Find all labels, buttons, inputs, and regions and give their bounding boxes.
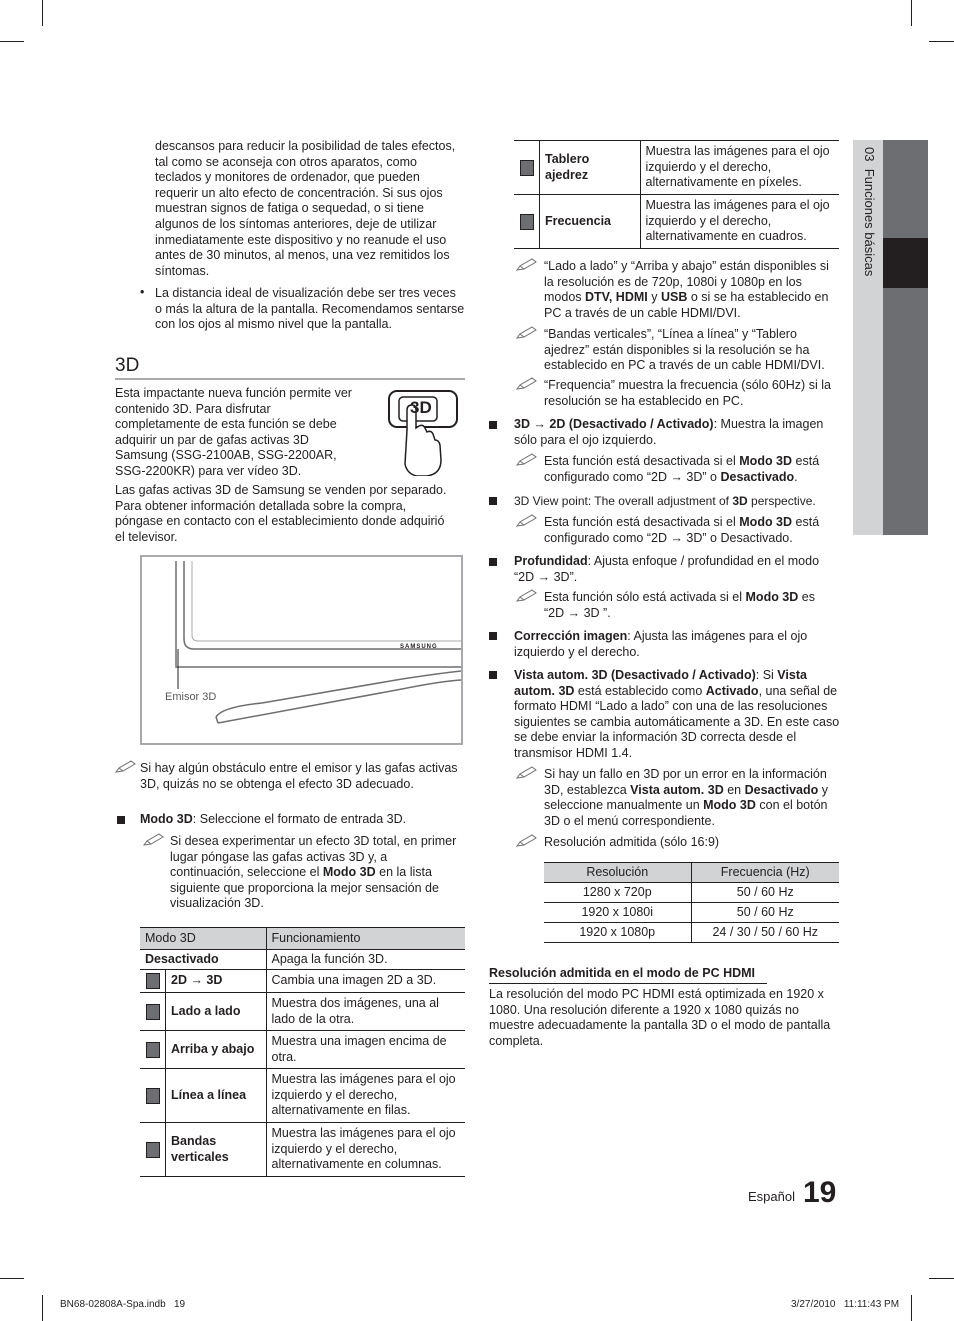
item-text: : Ajusta las imágenes para el ojo izquierdo y el derecho. [514,629,808,659]
modo3d-table-continued [514,140,839,249]
table-header-row [140,928,465,950]
mode-cell [140,970,266,993]
note-auto-fail [544,767,842,829]
item-text: perspective. [747,494,816,508]
mode-label: Arriba y abajo [171,1041,255,1056]
glasses-paragraph: Las gafas activas 3D de Samsung se venden por separado. Para obtener información detallada sobre la compra, póngase en contacto con el establecimiento donde adquirió el televisor. [115,483,447,544]
note-depth [544,590,824,621]
item-3d-to-2d [514,417,840,448]
mode-top-bottom-icon [146,1042,160,1058]
note-bold: Modo 3D [703,798,756,813]
table-cell: 1280 x 720p [544,883,691,903]
note-frequency: “Frequencia” muestra la frecuencia (sólo 60Hz) si la resolución se ha establecido en PC. [544,378,831,408]
mode-cell [140,1123,266,1177]
note-3d2d-off [544,454,840,485]
item-text: : Ajusta enfoque / profundidad en el modo “2D → 3D”. [514,554,820,584]
note-obstacle: Si hay algún obstáculo entre el emisor y las gafas activas 3D, quizás no se obtenga el efecto 3D adecuado. [140,761,458,791]
table-cell: 1920 x 1080i [544,903,691,923]
square-bullet [489,497,497,505]
table-row [140,970,465,993]
note-pencil-icon [516,589,538,603]
table-row [140,1031,465,1069]
table-cell: 50 / 60 Hz [691,883,839,903]
crop-mark [911,1295,912,1321]
chapter-tab-active [883,238,928,288]
pc-heading-rule [489,983,767,984]
note-pencil-icon [516,834,538,848]
note-text: Esta función sólo está activada si el [544,590,746,604]
crop-mark [42,1295,43,1321]
desc-cell: Muestra las imágenes para el ojo izquierdo y el derecho, alternativamente en píxeles. [640,141,839,195]
note-text: . [794,469,798,484]
table-row [514,141,839,195]
note-pencil-icon [143,833,165,847]
desc-cell: Cambia una imagen 2D a 3D. [266,970,465,993]
square-bullet [489,421,497,429]
square-bullet [117,816,125,824]
mode-cell [140,1031,266,1069]
modo3d-item [140,812,460,828]
mode-side-by-side-icon [146,1004,160,1020]
chapter-tab-dark [883,140,928,535]
note-bold: Desactivado [744,782,819,797]
note-text: está configurado como “2D → 3D” o [544,454,820,484]
note-text: y [647,290,661,305]
crop-mark [0,41,24,42]
note-pencil-icon [516,326,538,340]
table-row [140,950,465,970]
item-auto-view [514,668,840,762]
emitter-label: Emisor 3D [165,691,217,703]
mode-vertical-stripe-icon [146,1142,160,1158]
note-pencil-icon [516,514,538,528]
table-row [544,883,839,903]
note-side-by-side [544,259,840,321]
table-row [140,993,465,1031]
mode-frequency-icon [520,214,534,230]
modo3d-label: Modo 3D [140,812,193,826]
item-label: 3D → 2D (Desactivado / Activado) [514,417,714,431]
note-modo3d-text: Si desea experimentar un efecto 3D total, en primer lugar póngase las gafas activas 3D y, a continuación, seleccione el [170,834,457,880]
item-view-point [514,494,840,510]
mode-label: Línea a línea [171,1087,247,1102]
table-row [514,195,839,249]
table-header-cell: Frecuencia (Hz) [691,863,839,883]
mode-cell [514,141,640,195]
intro-paragraph: descansos para reducir la posibilidad de tales efectos, tal como se aconseja con otros aparatos, como teclados y monitores de ordenador, que pueden requerir un alto efecto de concentración. Si sus ojos muestran signos de fatiga o sequedad, o si tiene algunos de los síntomas anteriores, deje de utilizar inmediatamente este dispositivo y no reanude el uso antes de 30 minutos, al menos, una vez remitidos los síntomas. [155,139,456,278]
mode-cell [514,195,640,249]
footer-timestamp: 3/27/2010 11:11:43 PM [791,1299,900,1310]
table-row [544,923,839,943]
note-pencil-icon [115,760,137,774]
mode-line-by-line-icon [146,1088,160,1104]
remote-3d-button-illustration [387,388,459,476]
note-text: Esta función está desactivada si el [544,515,740,529]
item-bold: 3D [732,494,748,508]
mode-label: Tablero ajedrez [545,152,590,182]
note-viewpoint-off [544,515,840,546]
section-heading-3d: 3D [115,355,140,376]
footer-file: BN68-02808A-Spa.indb 19 [60,1299,186,1310]
desc-cell: Muestra las imágenes para el ojo izquierdo y el derecho, alternativamente en columnas. [266,1123,465,1177]
footer-language: Español [748,1189,795,1204]
heading-rule [115,378,465,380]
note-pencil-icon [516,258,538,272]
tv-emitter-figure [140,555,463,745]
note-bold: Modo 3D [739,515,793,529]
mode-cell [140,1069,266,1123]
note-bold: Modo 3D [745,590,799,604]
item-label: Corrección imagen [514,629,628,643]
note-resolution: Resolución admitida (sólo 16:9) [544,835,720,849]
note-text: es “2D → 3D ”. [544,590,815,620]
table-header-row [544,863,839,883]
item-label: 3D View point: [514,494,592,508]
mode-cell: Desactivado [140,950,266,970]
crop-mark [911,0,912,26]
desc-cell: Apaga la función 3D. [266,950,465,970]
item-correction [514,629,840,660]
crop-mark [0,1278,24,1279]
chapter-number: 03 [862,147,877,162]
table-cell: 24 / 30 / 50 / 60 Hz [691,923,839,943]
item-label: Vista autom. 3D (Desactivado / Activado) [514,668,756,682]
mode-label: Bandas verticales [171,1134,229,1164]
intro-3d-paragraph: Esta impactante nueva función permite ver contenido 3D. Para disfrutar completamente de esta función se debe adquirir un par de gafas activas 3D Samsung (SSG-2100AB, SSG-2200AR, SSG-2200KR) para ver vídeo 3D. [115,386,352,478]
desc-cell: Muestra dos imágenes, una al lado de la otra. [266,993,465,1031]
table-row [140,1069,465,1123]
note-bold: Vista autom. 3D [630,782,724,797]
square-bullet [489,671,497,679]
note-bold: Modo 3D [739,454,793,468]
mode-label: Lado a lado [171,1003,241,1018]
note-bold: DTV, HDMI [585,290,648,305]
note-text: “Lado a lado” y “Arriba y abajo” están disponibles si la resolución es de 720p, 1080i y 1080p en los modos [544,259,829,305]
table-header-cell: Funcionamiento [266,928,465,950]
item-text: está establecido como [574,683,706,698]
item-text: The overall adjustment of [591,494,733,508]
item-label: Profundidad [514,554,588,568]
mode-checkerboard-icon [520,160,534,176]
resolution-table [544,862,839,943]
table-row [544,903,839,923]
note-text: con el botón 3D o el menú correspondiente. [544,798,828,828]
note-modo3d [170,834,460,912]
table-cell: 1920 x 1080p [544,923,691,943]
note-modo3d-text-end: en la lista siguiente que proporciona la mejor sensación de visualización 3D. [170,865,439,911]
desc-cell: Muestra las imágenes para el ojo izquierdo y el derecho, alternativamente en cuadros. [640,195,839,249]
table-cell: 50 / 60 Hz [691,903,839,923]
note-pencil-icon [516,766,538,780]
item-bold: Activado [705,683,759,698]
note-pencil-icon [516,377,538,391]
item-bold: Vista autom. 3D [514,668,807,698]
mode-label: Frecuencia [545,213,612,228]
bullet-dot: • [140,285,145,299]
chapter-label [856,147,882,317]
tv-brand-logo: SAMSUNG [400,644,438,650]
page-number: 19 [803,1176,837,1209]
mode-cell [140,993,266,1031]
pc-heading: Resolución admitida en el modo de PC HDMI [489,966,756,980]
crop-mark [42,0,43,26]
modo3d-table [140,927,465,1177]
table-header-cell: Modo 3D [140,928,266,950]
chapter-title: Funciones básicas [862,168,877,277]
note-text: Si hay un fallo en 3D por un error en la información 3D, establezca [544,767,827,797]
note-text: está configurado como “2D → 3D” o Desactivado. [544,515,820,545]
mode-2d3d-icon [146,973,160,989]
note-bold: Desactivado [720,469,795,484]
crop-mark [929,41,954,42]
note-text: Esta función está desactivada si el [544,454,740,468]
distance-paragraph: La distancia ideal de visualización debe ser tres veces o más la altura de la pantalla. Recomendamos sentarse con los ojos al mismo nivel que la pantalla. [155,286,465,332]
remote-3d-button-label: 3D [410,398,432,417]
note-modo3d-bold: Modo 3D [322,865,376,880]
note-pencil-icon [516,453,538,467]
desc-cell: Muestra las imágenes para el ojo izquierdo y el derecho, alternativamente en filas. [266,1069,465,1123]
table-row [140,1123,465,1177]
table-header-cell: Resolución [544,863,691,883]
item-depth [514,554,840,585]
crop-mark [929,1278,954,1279]
square-bullet [489,558,497,566]
square-bullet [489,632,497,640]
note-text: y seleccione manualmente un [544,782,828,813]
modo3d-text: : Seleccione el formato de entrada 3D. [192,812,407,826]
item-text: , una señal de formato HDMI “Lado a lado” con una de las resoluciones siguientes se cambia automáticamente a 3D. En este caso se debe enviar la información 3D correcta desde el transmisor HDMI 1.4. [514,683,840,760]
pc-paragraph: La resolución del modo PC HDMI está optimizada en 1920 x 1080. Una resolución diferente a 1920 x 1080 quizás no muestre adecuadamente la pantalla 3D o el modo de pantalla completa. [489,987,831,1048]
item-text: : Si [755,668,778,682]
note-text: o si se ha establecido en PC a través de un cable HDMI/DVI. [544,290,829,320]
note-vertical-stripes: “Bandas verticales”, “Línea a línea” y “Tablero ajedrez” están disponibles si la resolución se ha establecido en PC a través de un cable HDMI/DVI. [544,327,825,373]
desc-cell: Muestra una imagen encima de otra. [266,1031,465,1069]
note-text: en [723,782,745,797]
note-bold: USB [660,290,688,305]
mode-label: 2D → 3D [171,973,223,988]
item-text: : Muestra la imagen sólo para el ojo izquierdo. [514,417,824,447]
